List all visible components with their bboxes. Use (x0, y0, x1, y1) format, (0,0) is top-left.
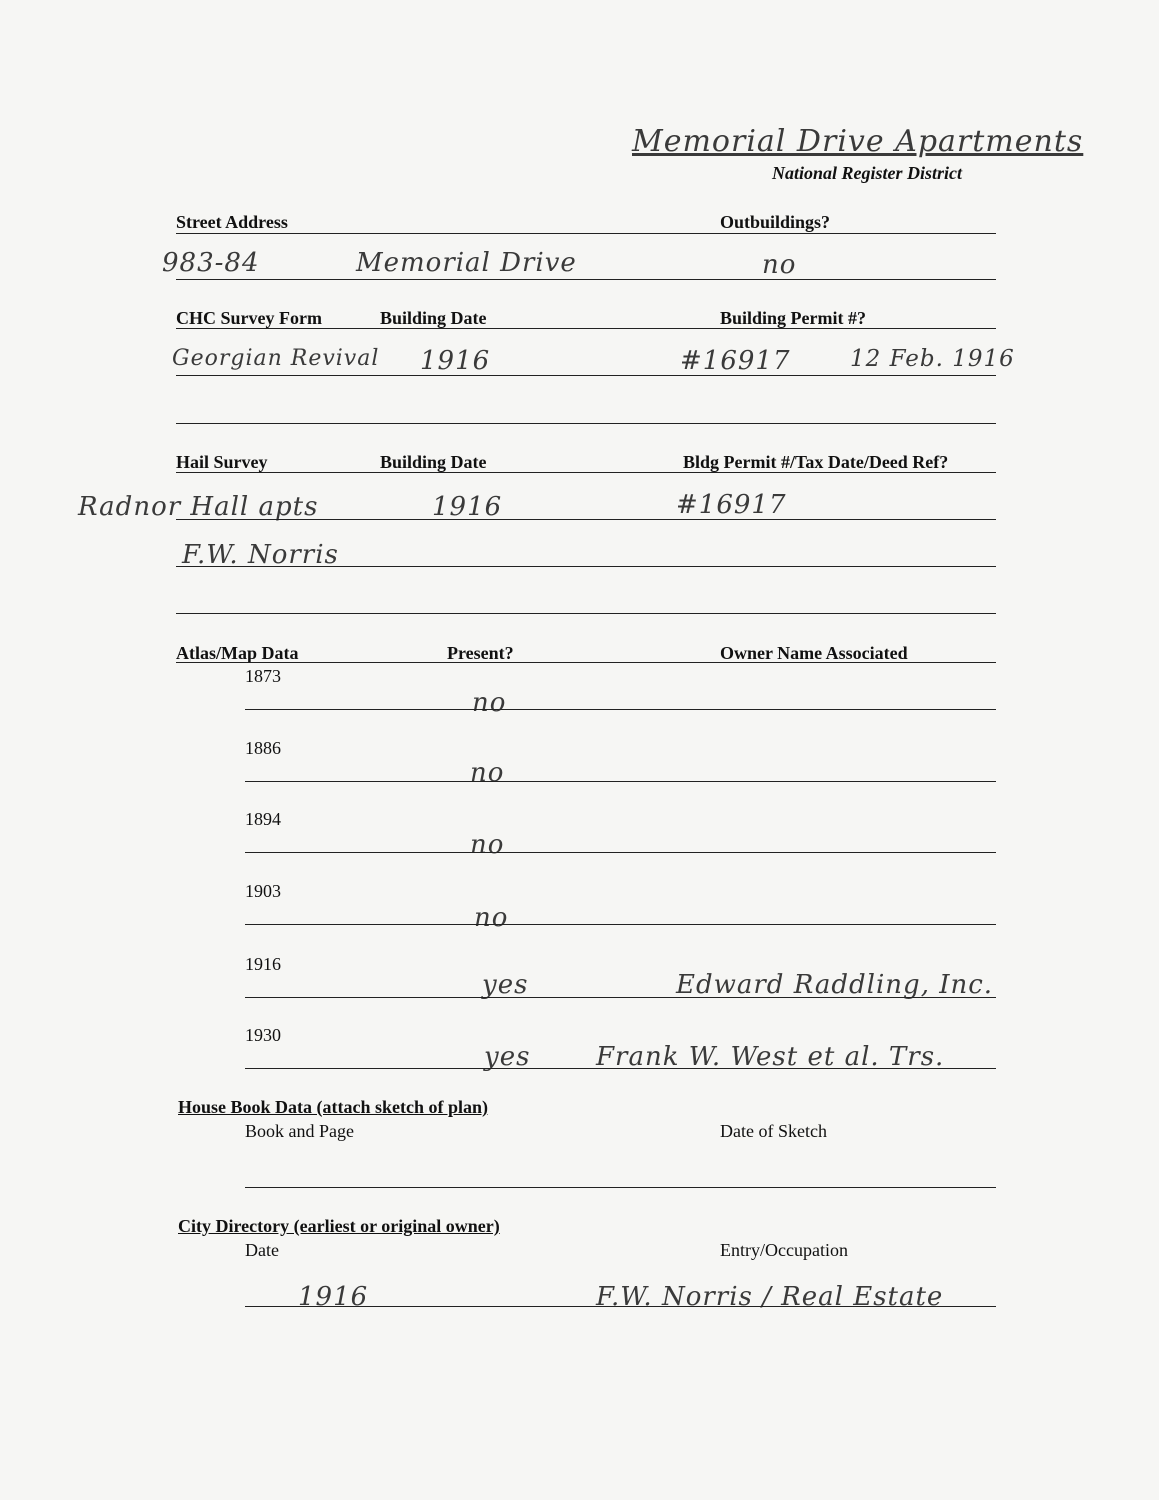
atlas-row-line (245, 997, 996, 998)
atlas-map-label: Atlas/Map Data (176, 643, 299, 663)
outbuildings-label: Outbuildings? (720, 212, 831, 232)
atlas-present-value: no (470, 830, 505, 860)
hail-header-line (176, 472, 996, 473)
atlas-present-value: yes (484, 1042, 531, 1072)
atlas-present-value: no (472, 688, 507, 718)
district-label: National Register District (772, 163, 963, 183)
hail-date-value: 1916 (432, 492, 503, 522)
atlas-row-line (245, 852, 996, 853)
atlas-row-line (245, 1068, 996, 1069)
hail-permit-label: Bldg Permit #/Tax Date/Deed Ref? (683, 452, 949, 472)
street-value-line (176, 279, 996, 280)
street-name-value: Memorial Drive (356, 248, 577, 278)
atlas-present-value: no (470, 758, 505, 788)
chc-style-value: Georgian Revival (172, 346, 380, 371)
hail-building-date-label: Building Date (380, 452, 487, 472)
chc-value-line-2 (176, 423, 996, 424)
atlas-year: 1903 (245, 881, 281, 901)
street-header-line (176, 233, 996, 234)
hail-permit-value: #16917 (676, 490, 787, 520)
hail-name-value: Radnor Hall apts (78, 492, 319, 522)
city-directory-entry-label: Entry/Occupation (720, 1240, 848, 1260)
atlas-owner-value: Frank W. West et al. Trs. (596, 1042, 945, 1072)
hail-value-line-2 (176, 566, 996, 567)
chc-date-value: 1916 (420, 346, 491, 376)
atlas-present-value: no (474, 903, 509, 933)
atlas-present-value: yes (482, 970, 529, 1000)
hail-architect-value: F.W. Norris (182, 540, 339, 570)
atlas-header-line (176, 662, 996, 663)
atlas-owner-value: Edward Raddling, Inc. (676, 970, 994, 1000)
sketch-date-label: Date of Sketch (720, 1121, 827, 1141)
street-address-label: Street Address (176, 212, 288, 232)
handwritten-district-name: Memorial Drive Apartments (632, 124, 1084, 159)
atlas-year: 1894 (245, 809, 281, 829)
atlas-row-line (245, 709, 996, 710)
chc-permit-label: Building Permit #? (720, 308, 867, 328)
outbuildings-value: no (762, 250, 797, 280)
house-book-value-line (245, 1187, 996, 1188)
city-directory-date-value: 1916 (298, 1282, 369, 1312)
hail-value-line-1 (176, 519, 996, 520)
chc-building-date-label: Building Date (380, 308, 487, 328)
house-book-label: House Book Data (attach sketch of plan) (178, 1097, 489, 1117)
atlas-present-label: Present? (447, 643, 514, 663)
chc-permit-date-value: 12 Feb. 1916 (850, 346, 1015, 372)
book-page-label: Book and Page (245, 1121, 354, 1141)
chc-value-line-1 (176, 375, 996, 376)
atlas-year: 1873 (245, 666, 281, 686)
chc-survey-label: CHC Survey Form (176, 308, 322, 328)
atlas-owner-label: Owner Name Associated (720, 643, 908, 663)
city-directory-date-label: Date (245, 1240, 279, 1260)
atlas-year: 1930 (245, 1025, 281, 1045)
city-directory-entry-value: F.W. Norris / Real Estate (596, 1282, 944, 1312)
city-directory-label: City Directory (earliest or original owner) (178, 1216, 500, 1236)
hail-survey-label: Hail Survey (176, 452, 268, 472)
atlas-row-line (245, 924, 996, 925)
chc-header-line (176, 328, 996, 329)
atlas-year: 1916 (245, 954, 281, 974)
street-number-value: 983-84 (162, 248, 260, 278)
atlas-row-line (245, 781, 996, 782)
hail-value-line-3 (176, 613, 996, 614)
atlas-year: 1886 (245, 738, 281, 758)
city-directory-value-line (245, 1306, 996, 1307)
chc-permit-value: #16917 (680, 346, 791, 376)
